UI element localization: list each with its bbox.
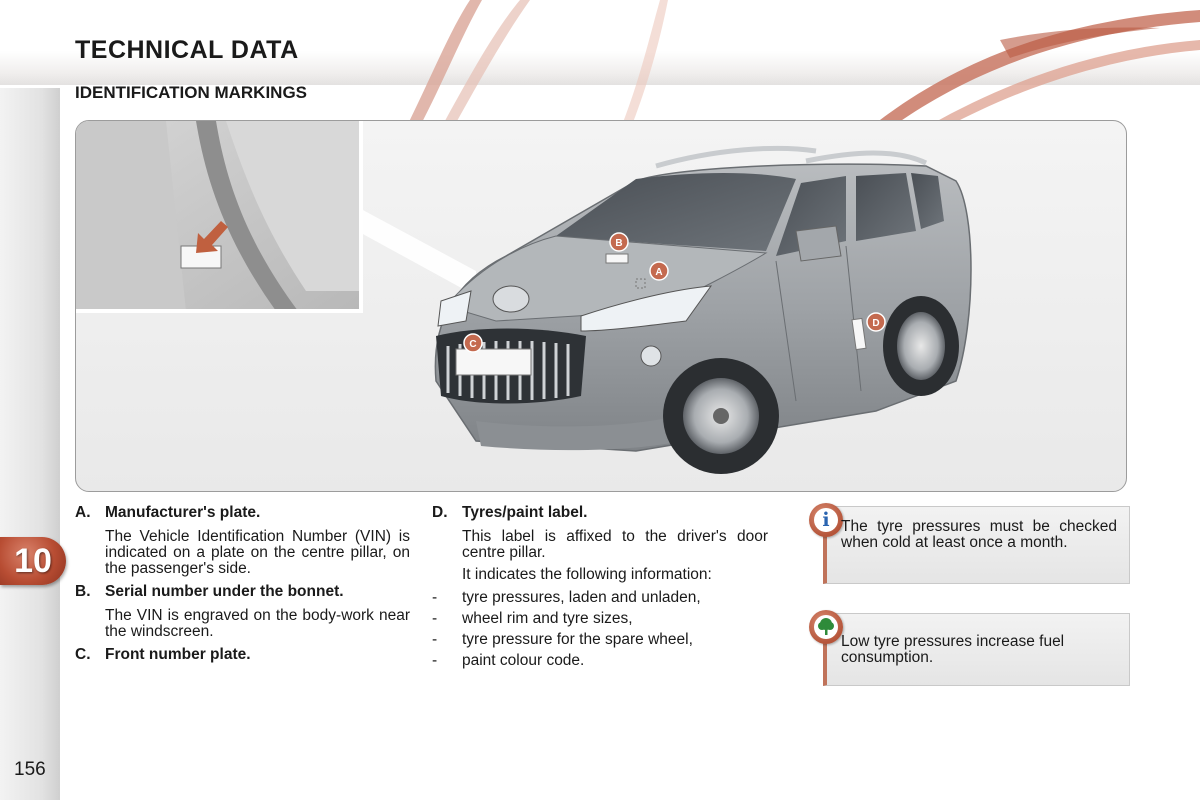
entry-a-title: Manufacturer's plate. <box>105 504 261 521</box>
entry-b-body: The VIN is engraved on the body-work near the windscreen. <box>105 607 410 640</box>
entry-d-body <box>432 529 768 583</box>
info-icon-glyph: i <box>814 508 838 532</box>
list-item-text: tyre pressures, laden and unladen, <box>462 589 701 606</box>
entry-c-letter: C. <box>75 646 91 663</box>
entries-left-column <box>75 505 410 671</box>
entry-c-title: Front number plate. <box>105 646 251 663</box>
list-item <box>432 590 768 606</box>
list-dash: - <box>432 652 438 669</box>
tree-icon <box>809 610 843 644</box>
list-dash: - <box>432 610 438 627</box>
entry-d-heading <box>432 505 768 521</box>
entry-a-letter: A. <box>75 504 91 521</box>
list-item-text: tyre pressure for the spare wheel, <box>462 631 693 648</box>
svg-text:C: C <box>469 339 477 350</box>
tyre-note-text: The tyre pressures must be checked when cold at least once a month. <box>841 518 1117 551</box>
entry-d-title: Tyres/paint label. <box>462 504 588 521</box>
vehicle-illustration <box>75 120 1127 492</box>
list-item <box>432 653 768 669</box>
entry-d-description: This label is affixed to the driver's door centre pillar. <box>462 528 768 561</box>
entry-d-column <box>432 505 768 674</box>
entry-c-heading <box>75 647 410 663</box>
entry-b-heading <box>75 584 410 600</box>
entry-b-letter: B. <box>75 583 91 600</box>
left-margin-strip <box>0 88 60 800</box>
svg-text:D: D <box>872 318 880 329</box>
callout-b <box>610 233 628 251</box>
entry-a-body: The Vehicle Identification Number (VIN) is indicated on a plate on the centre pillar, on the passenger's side. <box>105 528 410 577</box>
entry-a-heading <box>75 505 410 521</box>
entry-d-intro: It indicates the following information: <box>462 566 712 583</box>
chapter-tab: 10 <box>0 537 66 585</box>
section-title: IDENTIFICATION MARKINGS <box>75 83 308 102</box>
list-item <box>432 611 768 627</box>
page-title: TECHNICAL DATA <box>75 36 299 64</box>
tree-icon-badge <box>814 615 838 639</box>
eco-note-text: Low tyre pressures increase fuel consumption. <box>841 633 1065 666</box>
page-number: 156 <box>14 759 46 780</box>
tyre-pressure-note <box>823 506 1130 584</box>
decorative-swoosh <box>0 0 1200 130</box>
callout-c <box>464 334 482 352</box>
callout-a <box>650 262 668 280</box>
info-icon <box>809 503 843 537</box>
entry-b-title: Serial number under the bonnet. <box>105 583 344 600</box>
eco-note <box>823 613 1130 686</box>
entry-d-letter: D. <box>432 504 448 521</box>
vehicle-drawing <box>76 121 1126 491</box>
svg-text:A: A <box>655 267 663 278</box>
list-item <box>432 632 768 648</box>
list-item-text: paint colour code. <box>462 652 585 669</box>
list-dash: - <box>432 589 438 606</box>
svg-text:B: B <box>615 238 623 249</box>
list-item-text: wheel rim and tyre sizes, <box>462 610 633 627</box>
callout-d <box>867 313 885 331</box>
list-dash: - <box>432 631 438 648</box>
